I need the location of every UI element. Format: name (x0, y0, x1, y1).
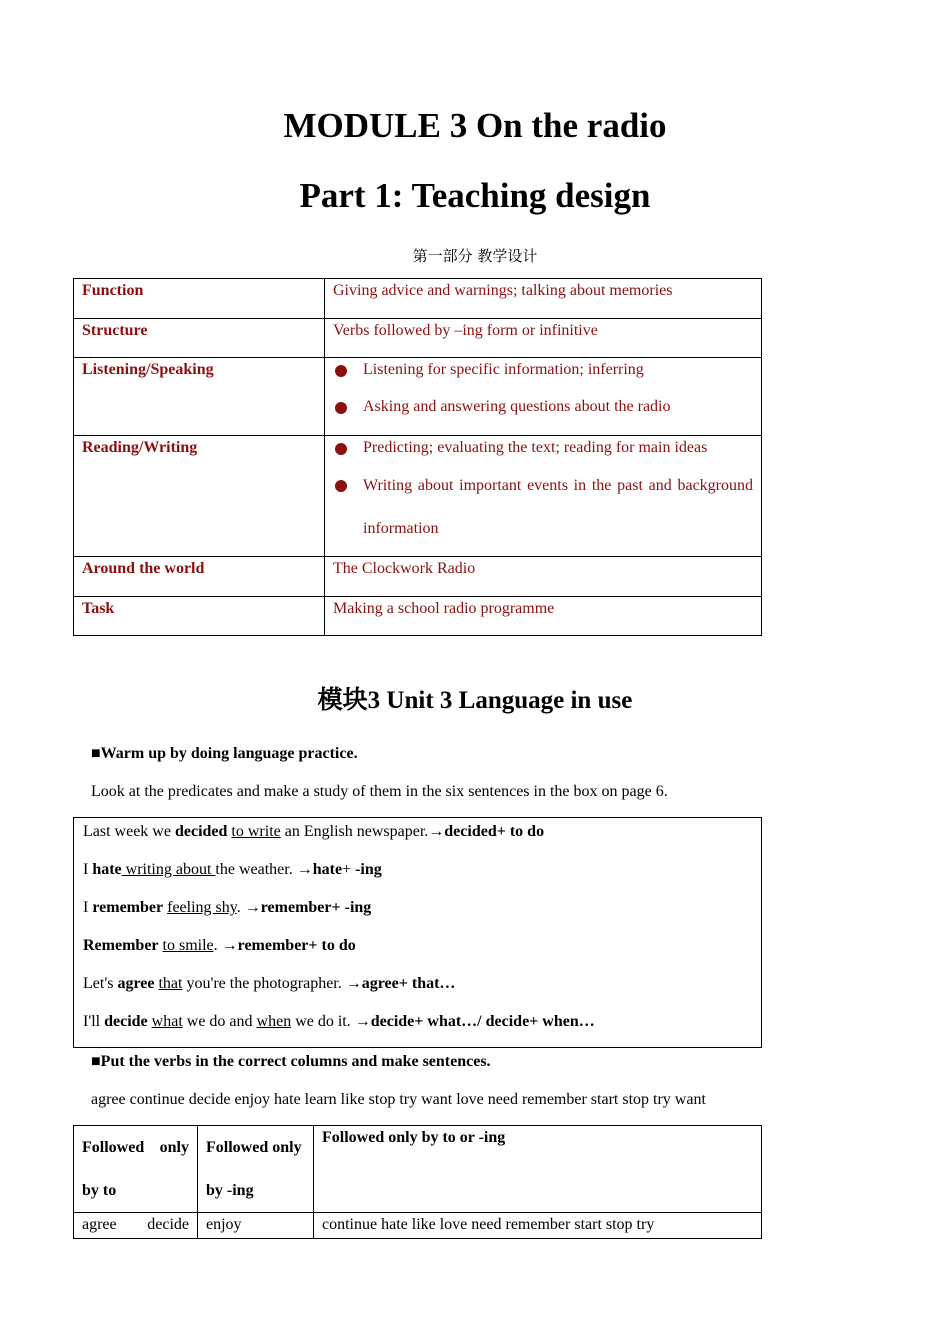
list-item: Listening for specific information; inferring (333, 361, 753, 379)
example-sentence: I'll decide what we do and when we do it. →decide+ what…/ decide+ when… (83, 1013, 595, 1030)
structure-value: Verbs followed by –ing form or infinitive (325, 319, 762, 358)
bullet-icon (335, 480, 347, 492)
list-item: Writing about important events in the past and background information (333, 476, 753, 550)
listening-label: Listening/Speaking (74, 358, 325, 436)
answer-cell-ing: enjoy (198, 1213, 314, 1239)
warmup-heading: ■Warm up by doing language practice. (91, 745, 358, 762)
verb-columns-table (73, 1125, 762, 1239)
col-header-to: Followed only by to (74, 1126, 198, 1213)
module-title: MODULE 3 On the radio (283, 106, 667, 145)
structure-label: Structure (74, 319, 325, 358)
list-item: Asking and answering questions about the radio (333, 398, 753, 416)
exercise-heading: ■Put the verbs in the correct columns and make sentences. (91, 1053, 491, 1070)
verb-list: agree continue decide enjoy hate learn like stop try want love need remember start stop try want (91, 1091, 706, 1108)
list-item: Predicting; evaluating the text; reading for main ideas (333, 439, 753, 457)
task-value: Making a school radio programme (325, 597, 762, 636)
section-title: 模块3 Unit 3 Language in use (317, 687, 633, 714)
listening-cell (325, 358, 762, 436)
col-header-both: Followed only by to or -ing (314, 1126, 762, 1213)
function-value: Giving advice and warnings; talking about memories (325, 279, 762, 319)
chinese-subtitle: 第一部分 教学设计 (412, 247, 538, 265)
example-sentences-box (73, 817, 762, 1048)
answer-cell-to: agree decide (74, 1213, 198, 1239)
instruction-text: Look at the predicates and make a study of them in the six sentences in the box on page 6. (91, 783, 668, 800)
example-sentence: Let's agree that you're the photographer. →agree+ that… (83, 975, 456, 992)
example-sentence: Last week we decided to write an English newspaper.→decided+ to do (83, 823, 545, 840)
function-label: Function (74, 279, 325, 319)
part-title: Part 1: Teaching design (299, 176, 651, 215)
teaching-design-table (73, 278, 762, 636)
example-sentence: I remember feeling shy. →remember+ -ing (83, 899, 372, 916)
task-label: Task (74, 597, 325, 636)
reading-label: Reading/Writing (74, 436, 325, 557)
example-sentence: I hate writing about the weather. →hate+ -ing (83, 861, 382, 878)
world-label: Around the world (74, 557, 325, 597)
bullet-icon (335, 365, 347, 377)
example-sentence: Remember to smile. →remember+ to do (83, 937, 356, 954)
world-value: The Clockwork Radio (325, 557, 762, 597)
col-header-ing: Followed only by -ing (198, 1126, 314, 1213)
answer-cell-both: continue hate like love need remember start stop try (314, 1213, 762, 1239)
reading-cell (325, 436, 762, 557)
bullet-icon (335, 402, 347, 414)
bullet-icon (335, 443, 347, 455)
